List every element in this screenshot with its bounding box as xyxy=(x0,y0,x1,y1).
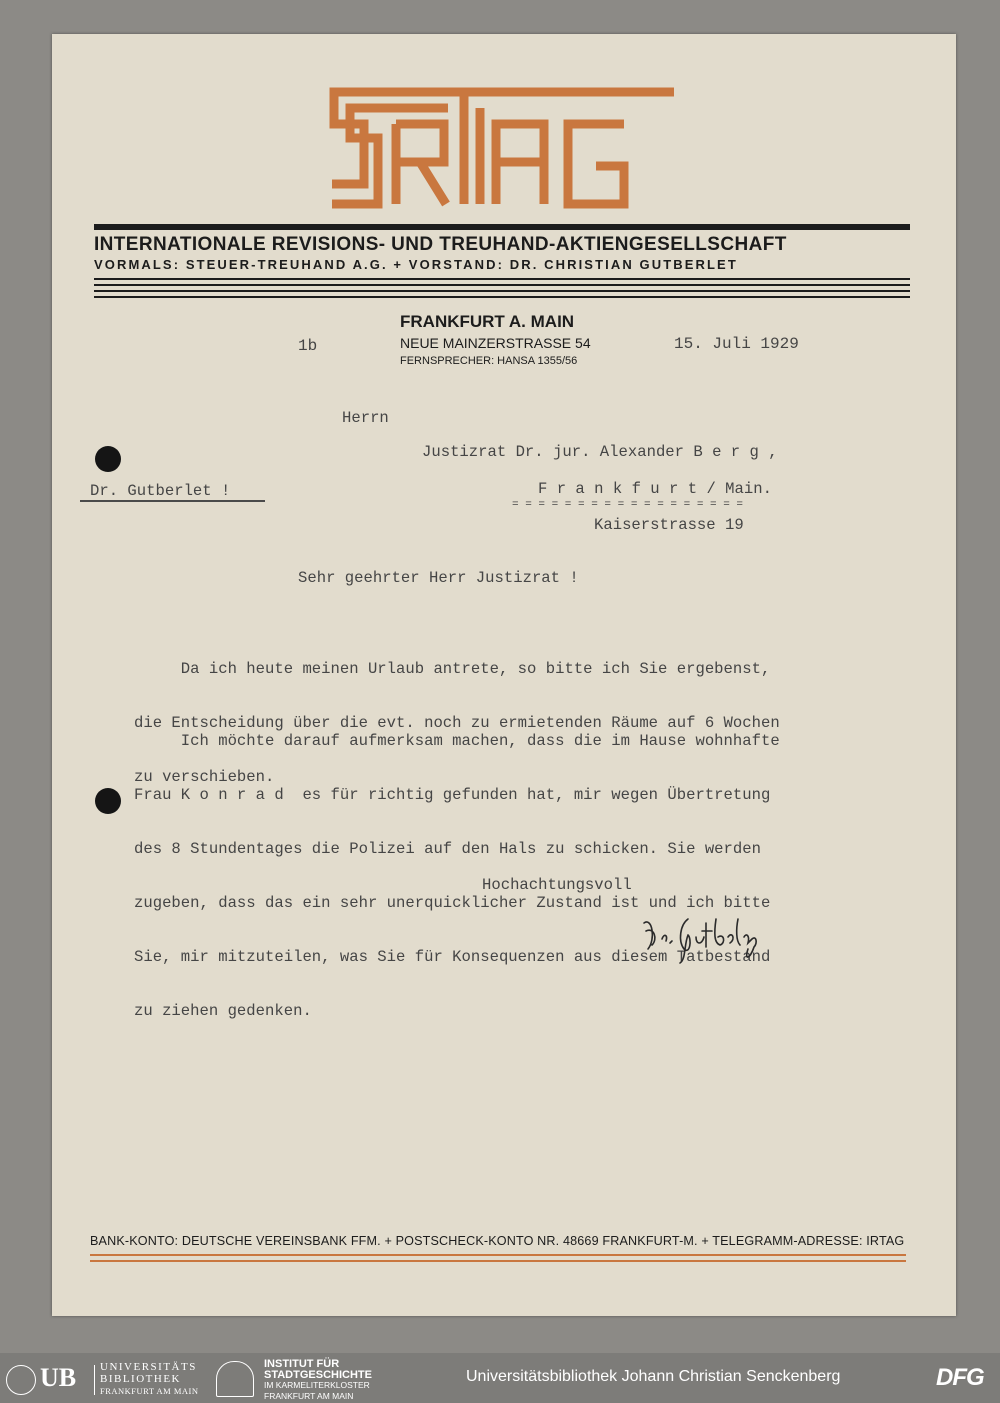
punch-hole xyxy=(95,446,121,472)
text-line: die Entscheidung über die evt. noch zu ermietenden Räume auf 6 Wochen xyxy=(134,714,780,732)
text-line: zu ziehen gedenken. xyxy=(134,1002,312,1020)
ub-line: FRANKFURT AM MAIN xyxy=(100,1386,199,1396)
company-city: FRANKFURT A. MAIN xyxy=(400,312,575,331)
recipient-city: F r a n k f u r t / Main. xyxy=(538,480,772,498)
paragraph-2 xyxy=(134,696,780,1056)
dfg-logo: DFG xyxy=(936,1364,984,1391)
company-name: INTERNATIONALE REVISIONS- UND TREUHAND-AKTIENGESELLSCHAFT xyxy=(94,234,787,255)
header-rule xyxy=(94,278,910,280)
reference: 1b xyxy=(298,337,318,355)
archive-footer-bar xyxy=(0,1353,1000,1403)
header-rule xyxy=(94,296,910,298)
isg-line: INSTITUT FÜR xyxy=(264,1358,340,1370)
note-underline xyxy=(80,500,265,502)
isg-name xyxy=(264,1359,372,1401)
isg-line: FRANKFURT AM MAIN xyxy=(264,1390,354,1401)
ub-line: BIBLIOTHEK xyxy=(100,1373,181,1385)
letter-date: 15. Juli 1929 xyxy=(674,335,799,353)
text-line: Frau K o n r a d es für richtig gefunden hat, mir wegen Übertretung xyxy=(134,786,771,804)
footer-rule xyxy=(90,1260,906,1262)
text-line: des 8 Stundentages die Polizei auf den Hals zu schicken. Sie werden xyxy=(134,840,761,858)
ub-name xyxy=(100,1361,199,1397)
handwritten-note: Dr. Gutberlet ! xyxy=(90,482,231,500)
footer-rule xyxy=(90,1254,906,1256)
greeting: Sehr geehrter Herr Justizrat ! xyxy=(298,569,579,587)
company-phone: FERNSPRECHER: HANSA 1355/56 xyxy=(400,355,578,367)
header-rule xyxy=(94,290,910,292)
library-name: Universitätsbibliothek Johann Christian Senckenberg xyxy=(466,1368,841,1385)
isg-line: IM KARMELITERKLOSTER xyxy=(264,1380,370,1390)
company-subline: VORMALS: STEUER-TREUHAND A.G. + VORSTAND: DR. CHRISTIAN GUTBERLET xyxy=(94,257,738,272)
recipient-name: Justizrat Dr. jur. Alexander B e r g , xyxy=(422,443,778,461)
footer-text: BANK-KONTO: DEUTSCHE VEREINSBANK FFM. + POSTSCHECK-KONTO NR. 48669 FRANKFURT-M. + TELEGRAMM-ADRESSE: IRTAG xyxy=(90,1234,905,1248)
isg-arch-icon xyxy=(216,1361,254,1397)
recipient-salutation: Herrn xyxy=(342,409,389,427)
city-underline: = = = = = = = = = = = = = = = = = = xyxy=(512,499,744,511)
closing: Hochachtungsvoll xyxy=(482,876,632,894)
irtag-logo xyxy=(324,84,680,214)
header-rule xyxy=(94,284,910,286)
text-line: Ich möchte darauf aufmerksam machen, dass die im Hause wohnhafte xyxy=(134,732,780,750)
recipient-street: Kaiserstrasse 19 xyxy=(594,516,744,534)
ub-line: UNIVERSITÄTS xyxy=(100,1361,197,1373)
text-line: Sie, mir mitzuteilen, was Sie für Konsequenzen aus diesem Tatbestand xyxy=(134,948,771,966)
text-line: Da ich heute meinen Urlaub antrete, so bitte ich Sie ergebenst, xyxy=(134,660,771,678)
punch-hole xyxy=(95,788,121,814)
header-rule xyxy=(94,224,910,230)
divider xyxy=(94,1365,95,1395)
signature xyxy=(640,909,800,965)
company-street: NEUE MAINZERSTRASSE 54 xyxy=(400,335,591,351)
text-line: zu verschieben. xyxy=(134,768,275,786)
text-line: zugeben, dass das ein sehr unerquicklicher Zustand ist und ich bitte xyxy=(134,894,771,912)
ub-seal-icon xyxy=(6,1365,36,1395)
letter-page xyxy=(52,34,956,1316)
ub-logo: UB xyxy=(40,1363,77,1392)
isg-line: STADTGESCHICHTE xyxy=(264,1368,372,1381)
